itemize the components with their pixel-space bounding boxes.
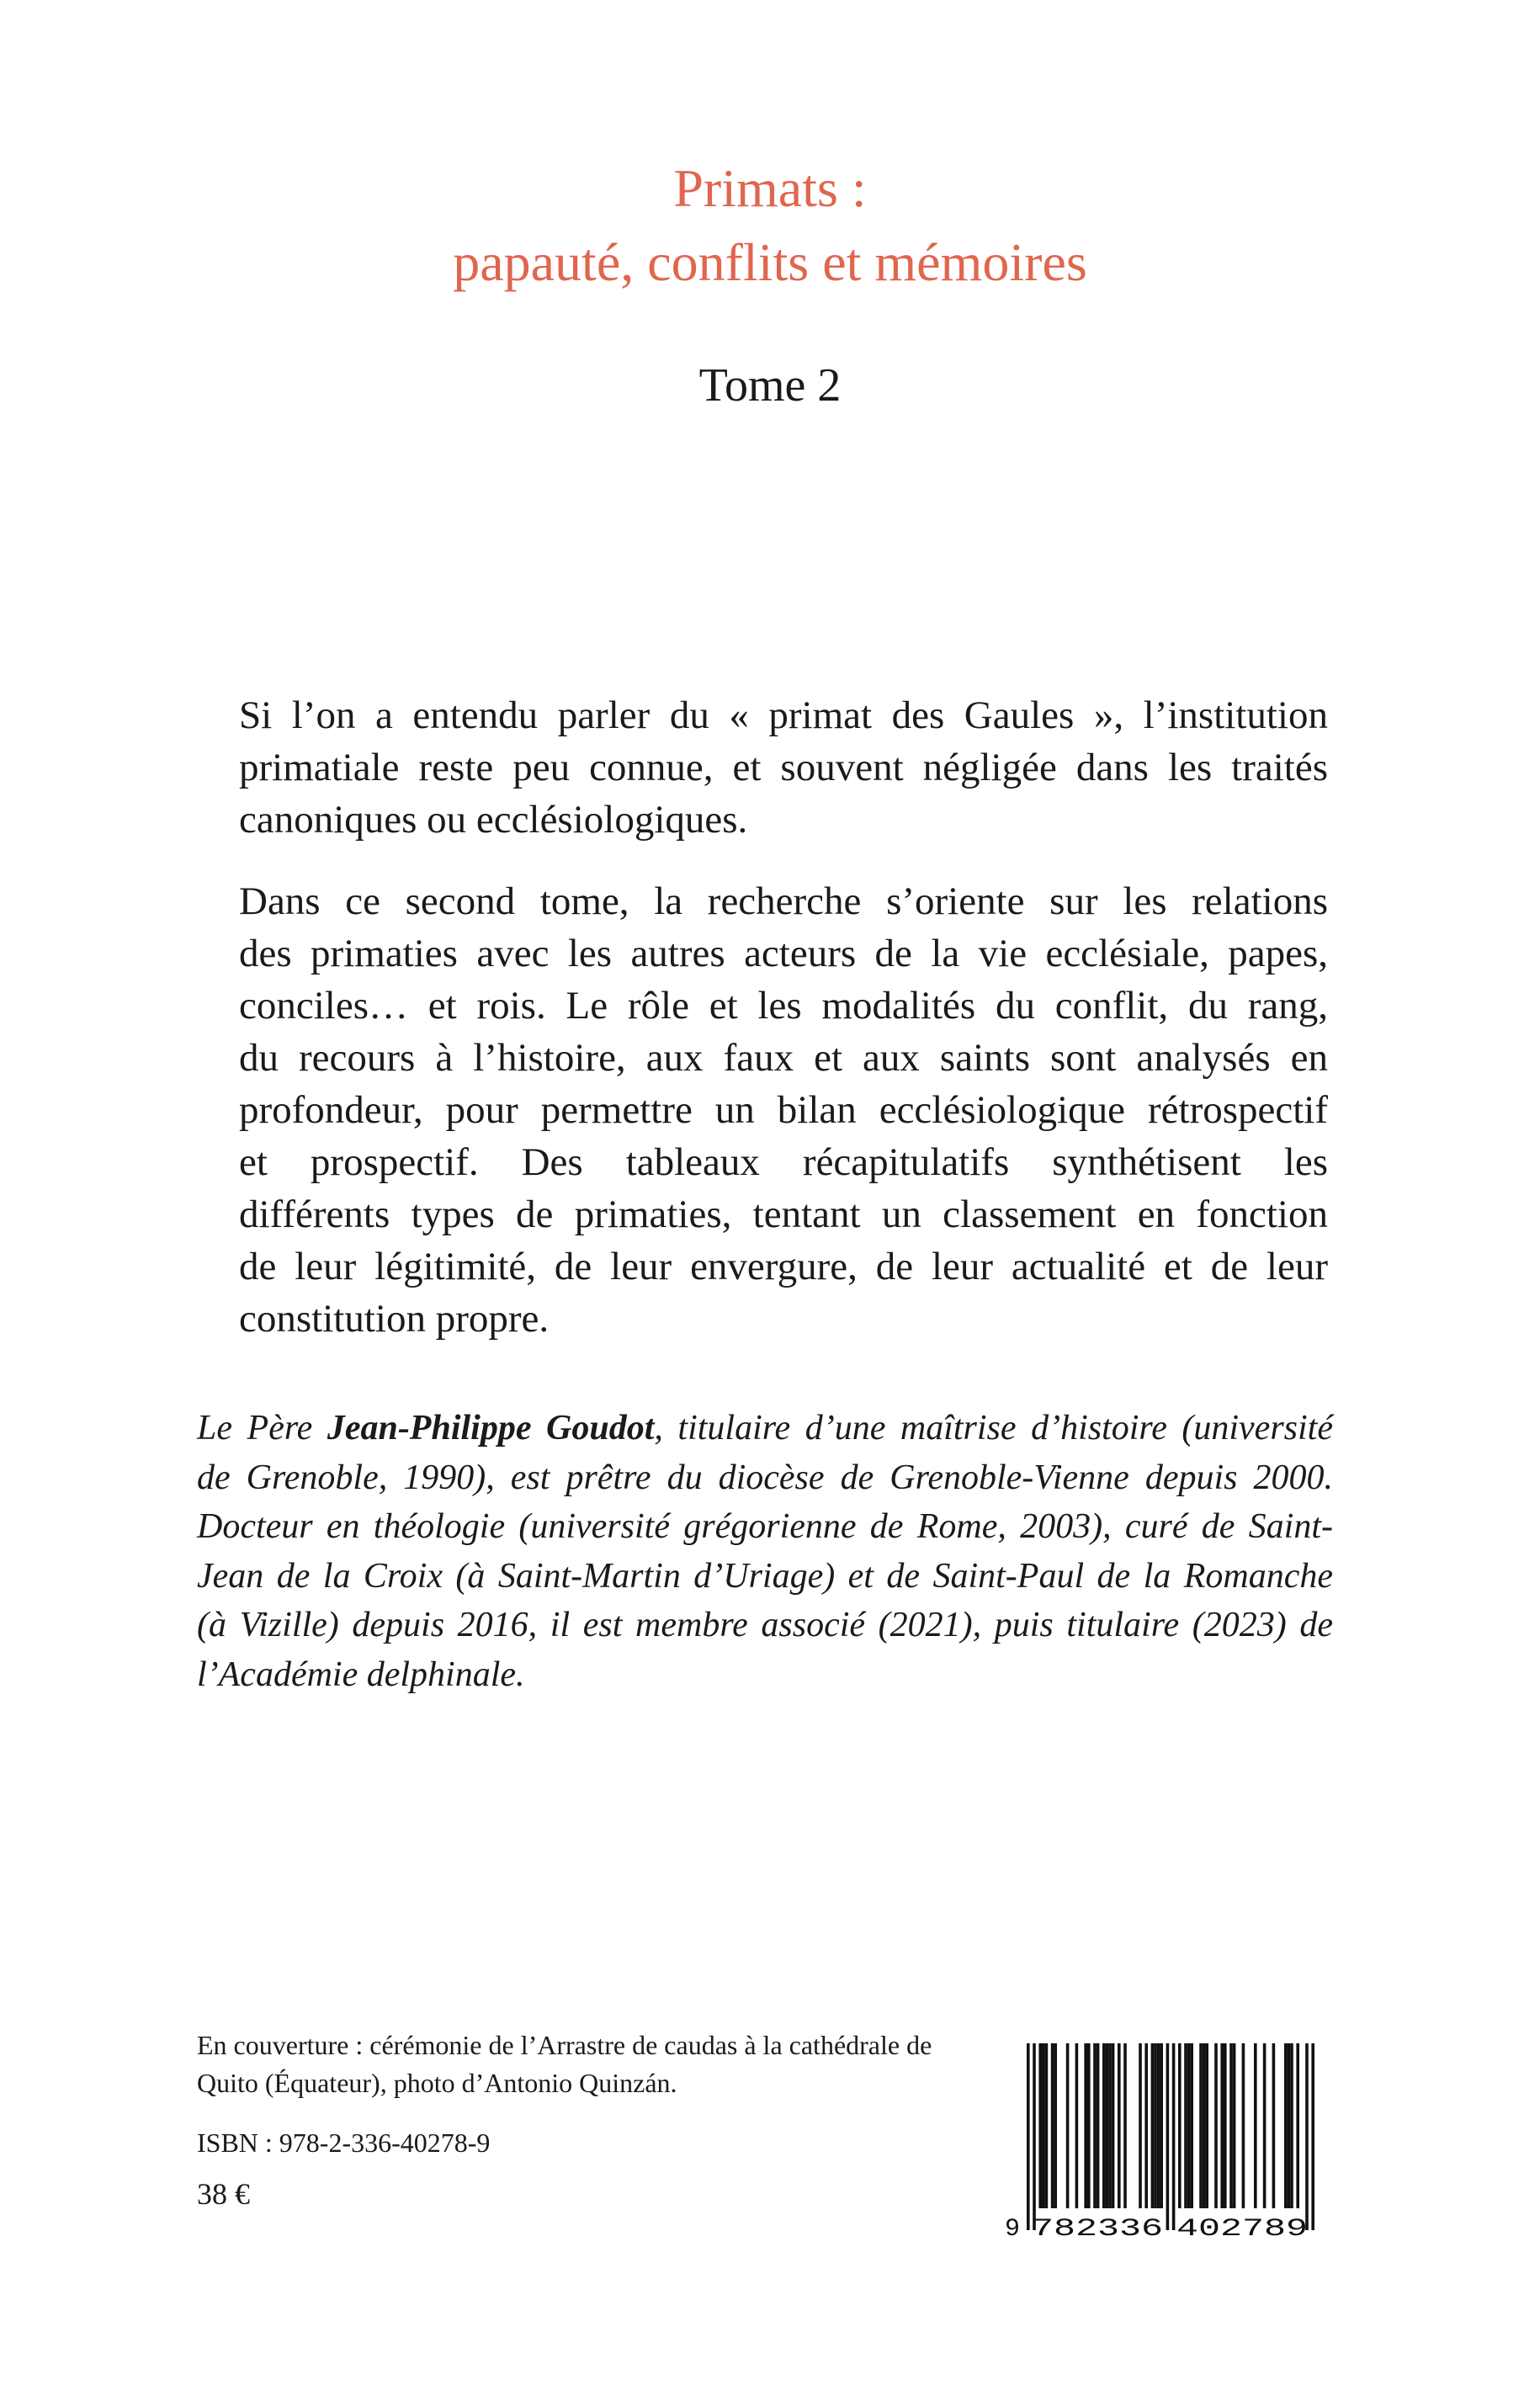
- barcode-bar: [1205, 2043, 1208, 2208]
- barcode-guard-bar: [1311, 2043, 1314, 2230]
- barcode-bar: [1108, 2043, 1112, 2208]
- barcode-bar: [1051, 2043, 1054, 2208]
- summary-line: différents types de primaties, tentant un classement en fonction: [239, 1192, 1328, 1236]
- barcode-bar: [1199, 2043, 1203, 2208]
- barcode-bar: [1154, 2043, 1157, 2208]
- barcode-bars: [1027, 2043, 1314, 2230]
- barcode-bar: [1178, 2043, 1182, 2208]
- barcode-bar: [1084, 2043, 1087, 2208]
- author-biography: [197, 1404, 1333, 1699]
- barcode-bar: [1214, 2043, 1218, 2208]
- summary-line: Dans ce second tome, la recherche s’oriente sur les relations: [239, 879, 1328, 923]
- summary-line: constitution propre.: [239, 1297, 550, 1341]
- bio-line: [197, 1404, 1333, 1453]
- barcode-first-digit: 9: [1005, 2215, 1021, 2239]
- caption-line: En couverture : cérémonie de l’Arrastre de caudas à la cathédrale de: [197, 2030, 932, 2060]
- volume-label: Tome 2: [698, 359, 842, 412]
- isbn: ISBN : 978-2-336-40278-9: [197, 2127, 491, 2158]
- barcode-bar: [1284, 2043, 1288, 2208]
- barcode-bar: [1157, 2043, 1160, 2208]
- barcode-bar: [1123, 2043, 1127, 2208]
- title-line-1: Primats :: [673, 158, 867, 218]
- summary-line: des primaties avec les autres acteurs de la vie ecclésiale, papes,: [239, 932, 1328, 975]
- barcode-bar: [1045, 2043, 1049, 2208]
- barcode-bar: [1144, 2043, 1148, 2208]
- barcode-guard-bar: [1033, 2043, 1036, 2230]
- bio-line: l’Académie delphinale.: [197, 1655, 525, 1694]
- barcode-guard-bar: [1166, 2043, 1170, 2230]
- barcode-bar: [1075, 2043, 1079, 2208]
- barcode-bar: [1220, 2043, 1224, 2208]
- barcode-bar: [1042, 2043, 1045, 2208]
- barcode-bar: [1242, 2043, 1245, 2208]
- barcode-bar: [1272, 2043, 1276, 2208]
- summary-line: canoniques ou ecclésiologiques.: [239, 798, 748, 842]
- summary-line: et prospectif. Des tableaux récapitulatifs synthétisent les: [239, 1140, 1328, 1184]
- price: 38 €: [197, 2177, 250, 2211]
- barcode-bar: [1203, 2043, 1206, 2208]
- summary-line: conciles… et rois. Le rôle et les modalités du conflit, du rang,: [239, 984, 1328, 1028]
- cover-caption: [197, 2026, 971, 2102]
- barcode-bar: [1254, 2043, 1257, 2208]
- barcode-bar: [1160, 2043, 1163, 2208]
- barcode-bar: [1112, 2043, 1115, 2208]
- barcode-bar: [1190, 2043, 1193, 2208]
- barcode-bar: [1151, 2043, 1155, 2208]
- barcode-bar: [1187, 2043, 1191, 2208]
- barcode-bar: [1296, 2043, 1299, 2208]
- barcode-bar: [1263, 2043, 1267, 2208]
- barcode-bar: [1233, 2043, 1236, 2208]
- barcode-bar: [1054, 2043, 1057, 2208]
- barcode-bar: [1106, 2043, 1109, 2208]
- barcode-bar: [1066, 2043, 1070, 2208]
- summary-paragraph-1: [239, 689, 1328, 846]
- barcode-bar: [1224, 2043, 1227, 2208]
- summary-line: Si l’on a entendu parler du « primat des Gaules », l’institution: [239, 693, 1328, 737]
- bio-line: de Grenoble, 1990), est prêtre du diocèse de Grenoble-Vienne depuis 2000.: [197, 1458, 1333, 1497]
- bio-line: Docteur en théologie (université grégorienne de Rome, 2003), curé de Saint-: [197, 1507, 1333, 1546]
- summary-line: profondeur, pour permettre un bilan ecclésiologique rétrospectif: [239, 1088, 1328, 1132]
- summary-line: primatiale reste peu connue, et souvent négligée dans les traités: [239, 746, 1328, 789]
- barcode-bar: [1118, 2043, 1121, 2208]
- barcode-bar: [1097, 2043, 1100, 2208]
- barcode-guard-bar: [1172, 2043, 1176, 2230]
- barcode-bar: [1087, 2043, 1091, 2208]
- bio-line: (à Vizille) depuis 2016, il est membre associé (2021), puis titulaire (2023) de: [197, 1606, 1333, 1644]
- barcode-bar: [1038, 2043, 1042, 2208]
- barcode-guard-bar: [1027, 2043, 1030, 2230]
- barcode-guard-bar: [1305, 2043, 1309, 2230]
- summary-paragraph-2: [239, 875, 1328, 1345]
- barcode-bar: [1229, 2043, 1233, 2208]
- caption-line: Quito (Équateur), photo d’Antonio Quinzán.: [197, 2068, 677, 2098]
- bio-line: Jean de la Croix (à Saint-Martin d’Uriage) et de Saint-Paul de la Romanche: [197, 1556, 1333, 1596]
- bio-line-rest: , titulaire d’une maîtrise d’histoire (université: [654, 1409, 1333, 1447]
- barcode-bar: [1184, 2043, 1187, 2208]
- barcode: [1003, 2043, 1336, 2239]
- barcode-bar: [1288, 2043, 1291, 2208]
- barcode-bar: [1093, 2043, 1097, 2208]
- summary-line: de leur légitimité, de leur envergure, de leur actualité et de leur: [239, 1245, 1328, 1288]
- bio-prefix: Le Père: [197, 1409, 327, 1447]
- barcode-bar: [1102, 2043, 1106, 2208]
- barcode-bar: [1290, 2043, 1293, 2208]
- summary-line: du recours à l’histoire, aux faux et aux saints sont analysés en: [239, 1036, 1328, 1080]
- barcode-digits-left: 782336: [1032, 2215, 1163, 2239]
- barcode-bar: [1139, 2043, 1142, 2208]
- author-name: Jean-Philippe Goudot: [327, 1409, 655, 1447]
- title-line-2: papauté, conflits et mémoires: [453, 232, 1087, 292]
- barcode-digits-right: 402789: [1176, 2215, 1308, 2239]
